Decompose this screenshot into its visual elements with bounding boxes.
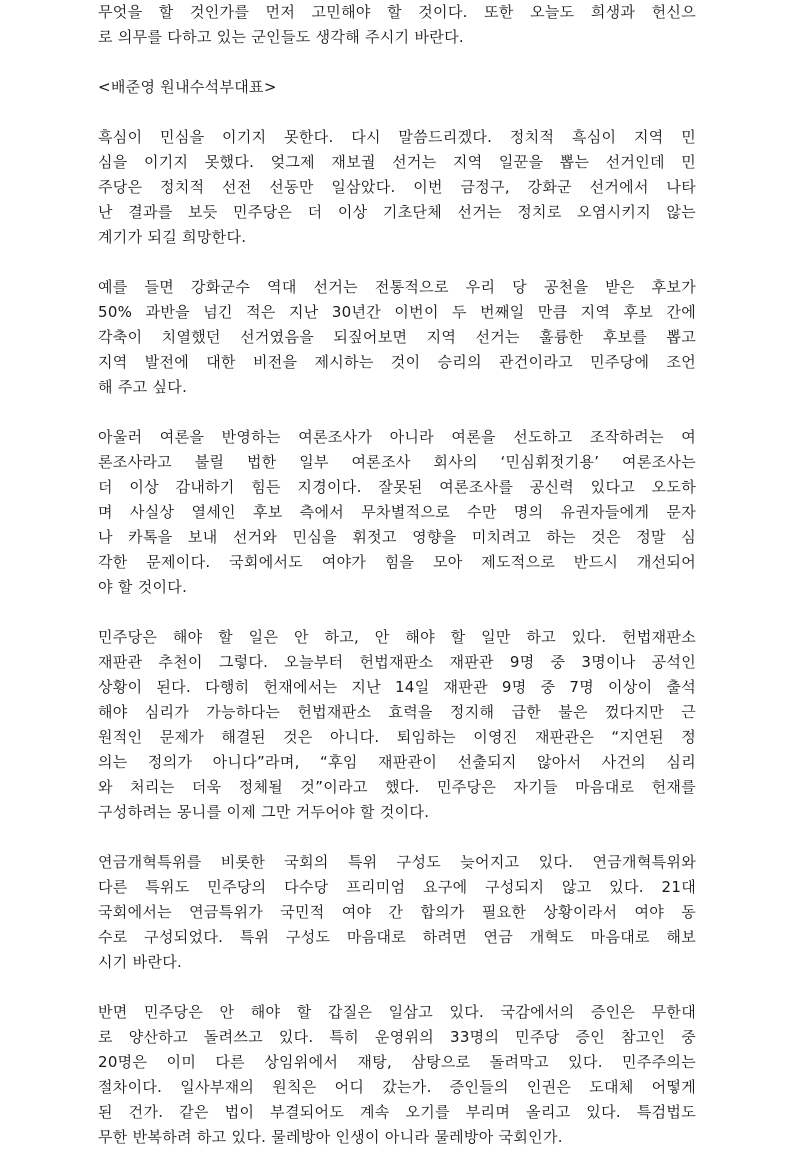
text-line: 반면 민주당은 안 해야 할 갑질은 일삼고 있다. 국감에서의 증인은 무한대 xyxy=(98,1003,696,1021)
text-line: 구성하려는 몽니를 이제 그만 거두어야 할 것이다. xyxy=(98,803,430,821)
speaker-label: <배준영 원내수석부대표> xyxy=(98,78,277,96)
text-line: 더 이상 감내하기 힘든 지경이다. 잘못된 여론조사를 공신력 있다고 오도하 xyxy=(98,478,696,496)
text-line: 와 처리는 더욱 정체될 것”이라고 했다. 민주당은 자기들 마음대로 헌재를 xyxy=(98,778,696,796)
text-line: 해 주고 싶다. xyxy=(98,378,188,396)
text-line: 된 건가. 같은 법이 부결되어도 계속 오기를 부리며 올리고 있다. 특검법도 xyxy=(98,1103,696,1121)
paragraph-4 xyxy=(98,625,696,825)
paragraph-1 xyxy=(98,125,696,250)
text-line: 야 할 것이다. xyxy=(98,578,188,596)
text-line: 주당은 정치적 선전 선동만 일삼았다. 이번 금정구, 강화군 선거에서 나타 xyxy=(98,178,696,196)
text-line: 상황이 된다. 다행히 헌재에서는 지난 14일 재판관 9명 중 7명 이상이 출석 xyxy=(98,678,696,696)
text-line: 절차이다. 일사부재의 원칙은 어디 갔는가. 증인들의 인권은 도대체 어떻게 xyxy=(98,1078,696,1096)
text-line: 연금개혁특위를 비롯한 국회의 특위 구성도 늦어지고 있다. 연금개혁특위와 xyxy=(98,853,696,871)
paragraph-5 xyxy=(98,850,696,975)
text-line: 원적인 문제가 해결된 것은 아니다. 퇴임하는 이영진 재판관은 “지연된 정 xyxy=(98,728,696,746)
text-line: 로 의무를 다하고 있는 군인들도 생각해 주시기 바란다. xyxy=(98,28,464,46)
text-line: 각축이 치열했던 선거였음을 되짚어보면 지역 선거는 훌륭한 후보를 뽑고 xyxy=(98,328,696,346)
text-line: 20명은 이미 다른 상임위에서 재탕, 삼탕으로 돌려막고 있다. 민주주의는 xyxy=(98,1053,696,1071)
document-page xyxy=(98,0,696,1175)
paragraph-3 xyxy=(98,425,696,600)
text-line: 해야 심리가 가능하다는 헌법재판소 효력을 정지해 급한 불은 껐다지만 근 xyxy=(98,703,696,721)
paragraph-intro-continuation xyxy=(98,0,696,50)
text-line: 각한 문제이다. 국회에서도 여야가 힘을 모아 제도적으로 반드시 개선되어 xyxy=(98,553,696,571)
text-line: 재판관 추천이 그렇다. 오늘부터 헌법재판소 재판관 9명 중 3명이나 공석인 xyxy=(98,653,696,671)
text-line: 무한 반복하려 하고 있다. 물레방아 인생이 아니라 물레방아 국회인가. xyxy=(98,1128,563,1146)
text-line: 시기 바란다. xyxy=(98,953,183,971)
text-line: 아울러 여론을 반영하는 여론조사가 아니라 여론을 선도하고 조작하려는 여 xyxy=(98,428,696,446)
text-line: 로 양산하고 돌려쓰고 있다. 특히 운영위의 33명의 민주당 증인 참고인 중 xyxy=(98,1028,696,1046)
text-line: 심을 이기지 못했다. 엊그제 재보궐 선거는 지역 일꾼을 뽑는 선거인데 민 xyxy=(98,153,696,171)
text-line: 50% 과반을 넘긴 적은 지난 30년간 이번이 두 번째일 만큼 지역 후보 간에 xyxy=(98,303,696,321)
paragraph-2 xyxy=(98,275,696,400)
speaker-heading xyxy=(98,75,696,100)
text-line: 론조사라고 불릴 법한 일부 여론조사 회사의 ‘민심휘젓기용’ 여론조사는 xyxy=(98,453,696,471)
text-line: 다른 특위도 민주당의 다수당 프리미엄 요구에 구성되지 않고 있다. 21대 xyxy=(98,878,696,896)
text-line: 계기가 되길 희망한다. xyxy=(98,228,247,246)
text-line: 민주당은 해야 할 일은 안 하고, 안 해야 할 일만 하고 있다. 헌법재판소 xyxy=(98,628,696,646)
text-line: 의는 정의가 아니다”라며, “후임 재판관이 선출되지 않아서 사건의 심리 xyxy=(98,753,696,771)
text-line: 난 결과를 보듯 민주당은 더 이상 기초단체 선거는 정치로 오염시키지 않는 xyxy=(98,203,696,221)
text-line: 며 사실상 열세인 후보 측에서 무차별적으로 수만 명의 유권자들에게 문자 xyxy=(98,503,696,521)
text-line: 나 카톡을 보내 선거와 민심을 휘젓고 영향을 미치려고 하는 것은 정말 심 xyxy=(98,528,696,546)
text-line: 국회에서는 연금특위가 국민적 여야 간 합의가 필요한 상황이라서 여야 동 xyxy=(98,903,696,921)
text-line: 예를 들면 강화군수 역대 선거는 전통적으로 우리 당 공천을 받은 후보가 xyxy=(98,278,696,296)
text-line: 지역 발전에 대한 비전을 제시하는 것이 승리의 관건이라고 민주당에 조언 xyxy=(98,353,696,371)
text-line: 무엇을 할 것인가를 먼저 고민해야 할 것이다. 또한 오늘도 희생과 헌신으 xyxy=(98,3,696,21)
paragraph-6 xyxy=(98,1000,696,1150)
text-line: 흑심이 민심을 이기지 못한다. 다시 말씀드리겠다. 정치적 흑심이 지역 민 xyxy=(98,128,696,146)
text-line: 수로 구성되었다. 특위 구성도 마음대로 하려면 연금 개혁도 마음대로 해보 xyxy=(98,928,696,946)
